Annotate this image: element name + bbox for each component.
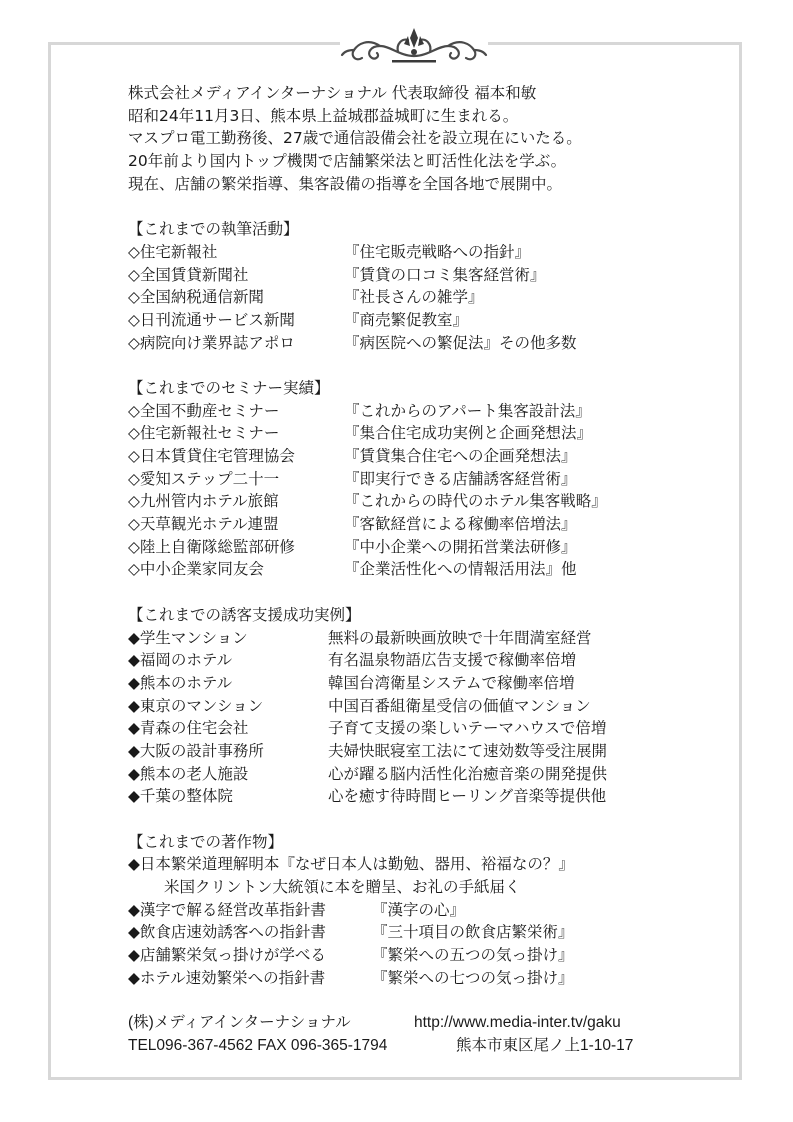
list-item xyxy=(128,717,728,740)
list-item xyxy=(128,513,728,536)
book-description: ◆ホテル速効繁栄への指針書 xyxy=(128,968,326,987)
client-name: ◆千葉の整体院 xyxy=(128,787,233,806)
seminar-host: ◇全国不動産セミナー xyxy=(128,401,280,420)
list-item xyxy=(128,899,728,922)
seminar-title: 『これからの時代のホテル集客戦略』 xyxy=(344,492,607,511)
intro-block xyxy=(128,82,728,195)
article-title: 『社長さんの雑学』 xyxy=(344,288,484,307)
case-result: 心が躍る脳内活性化治癒音楽の開発提供 xyxy=(328,764,608,783)
book-title: 『漢字の心』 xyxy=(372,900,466,919)
work-item: ◆日本繁栄道理解明本『なぜ日本人は勤勉、器用、裕福なの？』 xyxy=(128,855,574,874)
outlet-name: ◇病院向け業界誌アポロ xyxy=(128,333,295,352)
writing-section xyxy=(128,218,728,354)
seminar-host: ◇九州管内ホテル旅館 xyxy=(128,492,279,511)
intro-line: 昭和24年11月3日、熊本県上益城郡益城町に生まれる。 xyxy=(128,106,519,125)
client-name: ◆熊本のホテル xyxy=(128,673,233,692)
list-item xyxy=(128,672,728,695)
client-name: ◆大阪の設計事務所 xyxy=(128,741,264,760)
list-item xyxy=(128,944,728,967)
client-name: ◆福岡のホテル xyxy=(128,651,233,670)
contact-footer xyxy=(128,1012,728,1057)
section-heading: 【これまでの誘客支援成功実例】 xyxy=(128,605,361,624)
client-name: ◆学生マンション xyxy=(128,628,248,647)
client-name: ◆青森の住宅会社 xyxy=(128,719,249,738)
list-item xyxy=(128,763,728,786)
list-item xyxy=(128,332,728,355)
seminar-section xyxy=(128,377,728,581)
list-item xyxy=(128,921,728,944)
list-item xyxy=(128,536,728,559)
list-item xyxy=(128,695,728,718)
company-name: (株)メディアインターナショナル xyxy=(128,1014,351,1032)
list-item xyxy=(128,445,728,468)
case-result: 心を癒す待時間ヒーリング音楽等提供他 xyxy=(328,787,607,806)
seminar-host: ◇愛知ステップ二十一 xyxy=(128,469,280,488)
list-item xyxy=(128,422,728,445)
seminar-host: ◇陸上自衛隊総監部研修 xyxy=(128,537,295,556)
cases-section xyxy=(128,604,728,808)
list-item xyxy=(128,264,728,287)
list-item xyxy=(128,309,728,332)
tel-fax: TEL096-367-4562 FAX 096-365-1794 xyxy=(128,1036,388,1054)
intro-line: 株式会社メディアインターナショナル 代表取締役 福本和敏 xyxy=(128,84,537,102)
article-title: 『商売繁促教室』 xyxy=(344,310,469,329)
list-item xyxy=(128,286,728,309)
section-heading: 【これまでの著作物】 xyxy=(128,832,284,851)
client-name: ◆熊本の老人施設 xyxy=(128,764,249,783)
list-item xyxy=(128,468,728,491)
seminar-title: 『賃貸集合住宅への企画発想法』 xyxy=(344,447,577,465)
list-item xyxy=(128,740,728,763)
ornament-icon xyxy=(340,22,488,66)
book-title: 『繁栄への七つの気っ掛け』 xyxy=(372,968,574,987)
footer-line xyxy=(128,1012,728,1035)
book-description: ◆飲食店速効誘客への指針書 xyxy=(128,923,326,942)
seminar-title: 『企業活性化への情報活用法』他 xyxy=(344,560,577,579)
case-result: 無料の最新映画放映で十年間満室経営 xyxy=(328,628,592,647)
case-result: 夫婦快眠寝室工法にて速効数等受注展開 xyxy=(328,741,608,760)
list-item xyxy=(128,785,728,808)
intro-line: マスプロ電工勤務後、27歳で通信設備会社を設立現在にいたる。 xyxy=(128,129,582,148)
outlet-name: ◇全国納税通信新聞 xyxy=(128,288,264,307)
case-result: 有名温泉物語広告支援で稼働率倍増 xyxy=(328,651,577,670)
seminar-title: 『中小企業への開拓営業法研修』 xyxy=(344,537,577,556)
seminar-title: 『客歓経営による稼働率倍増法』 xyxy=(344,515,577,534)
section-heading: 【これまでの執筆活動】 xyxy=(128,220,299,239)
intro-line: 20年前より国内トップ機関で店舗繁栄法と町活性化法を学ぶ。 xyxy=(128,152,567,171)
article-title: 『住宅販売戦略への指針』 xyxy=(344,242,531,261)
case-result: 韓国台湾衛星システムで稼働率倍増 xyxy=(328,673,575,692)
address: 熊本市東区尾ノ上1-10-17 xyxy=(456,1036,634,1054)
outlet-name: ◇日刊流通サービス新聞 xyxy=(128,310,295,329)
seminar-host: ◇住宅新報社セミナー xyxy=(128,424,280,443)
client-name: ◆東京のマンション xyxy=(128,696,264,715)
book-title: 『繁栄への五つの気っ掛け』 xyxy=(372,946,574,965)
outlet-name: ◇全国賃貸新聞社 xyxy=(128,265,249,284)
article-title: 『賃貸の口コミ集客経営術』 xyxy=(344,265,546,284)
profile-document xyxy=(128,82,728,1058)
list-item xyxy=(128,558,728,581)
book-description: ◆店舗繁栄気っ掛けが学べる xyxy=(128,946,326,965)
seminar-title: 『即実行できる店舗誘客経営術』 xyxy=(344,469,577,488)
list-item xyxy=(128,400,728,423)
book-title: 『三十項目の飲食店繁栄術』 xyxy=(372,923,574,942)
list-item xyxy=(128,649,728,672)
case-result: 中国百番組衛星受信の価値マンション xyxy=(328,696,591,715)
seminar-title: 『集合住宅成功実例と企画発想法』 xyxy=(344,424,593,443)
case-result: 子育て支援の楽しいテーマハウスで倍増 xyxy=(328,719,607,738)
intro-line: 現在、店舗の繁栄指導、集客設備の指導を全国各地で展開中。 xyxy=(128,174,563,193)
list-item xyxy=(128,490,728,513)
website-link[interactable]: http://www.media-inter.tv/gaku xyxy=(414,1014,621,1032)
seminar-host: ◇中小企業家同友会 xyxy=(128,560,264,579)
section-heading: 【これまでのセミナー実績】 xyxy=(128,378,330,397)
work-note: 米国クリントン大統領に本を贈呈、お礼の手紙届く xyxy=(164,878,521,897)
article-title: 『病医院への繁促法』その他多数 xyxy=(344,333,577,352)
list-item xyxy=(128,627,728,650)
book-description: ◆漢字で解る経営改革指針書 xyxy=(128,900,326,919)
seminar-title: 『これからのアパート集客設計法』 xyxy=(344,401,591,420)
seminar-host: ◇天草観光ホテル連盟 xyxy=(128,515,279,534)
footer-line xyxy=(128,1035,728,1058)
works-section xyxy=(128,831,728,990)
list-item xyxy=(128,967,728,990)
seminar-host: ◇日本賃貸住宅管理協会 xyxy=(128,447,295,465)
list-item xyxy=(128,241,728,264)
outlet-name: ◇住宅新報社 xyxy=(128,242,218,261)
